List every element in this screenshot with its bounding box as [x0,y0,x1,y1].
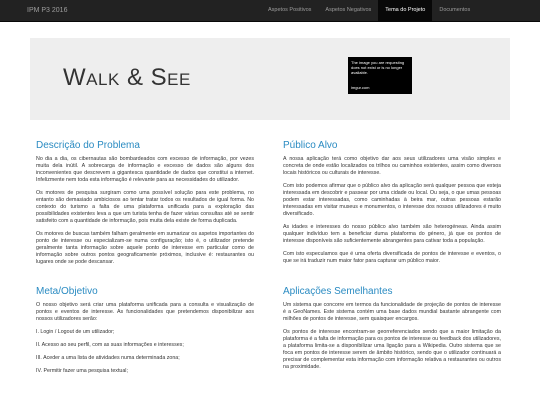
nav-item-aspetos-positivos[interactable]: Aspetos Positivos [268,7,312,13]
navbar [0,0,540,22]
image-unavailable-notice: The image you are requesting does not exist or is no longer available. [351,60,405,75]
section-meta-objetivo [36,286,254,381]
section-problema [36,140,254,266]
section-title: Aplicações Semelhantes [283,286,393,297]
nav-item-documentos[interactable]: Documentos [439,7,471,13]
paragraph: Os pontos de interesse encontram-se georreferenciados sendo que a maior limitação da plataforma é a falta de informação para os pontos de interesse ou feedback dos utilizadores, a plataforma limita-se a disponibilizar uma ligação para a Wikipedia. Outro sistema que se foca em pontos de interesse serem de âmbito histórico, sendo que o utilizador continuará a precisar de complementar esta informação com informação relativa a restaurantes ou outros na proximidade. [283,329,501,370]
paragraph: As idades e interesses do nosso público alvo também são heterogéneas. Ainda assim qualquer indivíduo tem a beneficiar duma plataforma do género, já que os pontos de interesse disponíveis são suficientemente abrangentes para cativar toda a população. [283,224,501,244]
section-aplicacoes-semelhantes [283,286,501,371]
section-title: Descrição do Problema [36,140,140,151]
paragraph: Um sistema que concorre em termos da funcionalidade de projeção de pontos de interesse é a GeoNames. Este sistema contém uma base dados mundial bastante abrangente com milhões de pontos de interesse, sem quaisquer encargos. [283,302,501,322]
nav-menu [261,0,477,21]
paragraph: No dia a dia, os cibernautas são bombardeados com excesso de informação, por vezes muita dela inútil. A sobrecarga de informação e excesso de dados são alguns dos inconvenientes que descrevem a gigantesca quantidade de dados que constitui a internet. Infelizmente nem toda esta informação é relevante para as necessidades do utilizador. [36,156,254,183]
section-publico-alvo [283,140,501,265]
hero-image-placeholder [348,57,412,94]
feature-list [36,329,254,375]
hero-banner [30,38,510,120]
list-item: IV. Permitir fazer uma pesquisa textual; [36,368,128,374]
section-title: Meta/Objetivo [36,286,98,297]
paragraph: Com isto especulamos que é uma oferta diversificada de pontos de interesse e eventos, o que se irá traduzir num maior fator para capturar um público maior. [283,251,501,264]
nav-item-tema-do-projeto[interactable]: Tema do Projeto [378,0,432,21]
hero-title: Walk & See [63,64,191,91]
navbar-brand[interactable]: IPM P3 2016 [27,7,68,14]
image-host-label: imgur.com [351,85,370,90]
list-item: I. Login / Logout de um utilizador; [36,329,115,335]
section-title: Público Alvo [283,140,338,151]
nav-item-aspetos-negativos[interactable]: Aspetos Negativos [325,7,372,13]
paragraph: Com isto podemos afirmar que o público alvo da aplicação será qualquer pessoa que esteja interessada em descobrir e passear por uma cidade ou local. Ou seja, o que umas pessoas podem estar interessadas, como caminhadas à beira mar, outras pessoas estarão interessadas em visitar museus e monumentos, o interesse dos nossos utilizadores é muito diversificado. [283,183,501,217]
paragraph: Os motores de buscas também falham geralmente em sumarizar os aspetos importantes do ponto de interesse ou especializam-se numa configuração; isto é, o utilizador pretende geralmente tanta informação sobre aquele ponto de interesse em particular como de informação sobre outros pontos geograficamente próximos, inclusive é: restaurantes ou lugares onde se pode descansar. [36,231,254,265]
paragraph: Os motores de pesquisa surgiram como uma possível solução para este problema, no entanto são demasiado ambiciosos ao tentar tratar todos os resultados de igual forma. No contexto do turismo a falta de uma plataforma unificada para a exploração das possibilidades existentes leva a que um turista tenha de fazer várias consultas até se sentir satisfeito com a quantidade de informação, pois muita dela existe de forma duplicada. [36,190,254,224]
paragraph: A nossa aplicação terá como objetivo dar aos seus utilizadores uma visão simples e concreta de onde estão localizados os trilhos ou caminhos existentes, assim como diversos locais históricos ou culturais de interesse. [283,156,501,176]
list-item: II. Acesso ao seu perfil, com as suas informações e interesses; [36,342,184,348]
list-item: III. Aceder a uma lista de atividades numa determinada zona; [36,355,180,361]
paragraph: O nosso objetivo será criar uma plataforma unificada para a consulta e visualização de pontos e eventos de interesse. As funcionalidades que pretendemos disponibilizar aos nossos utilizadores serão: [36,302,254,322]
